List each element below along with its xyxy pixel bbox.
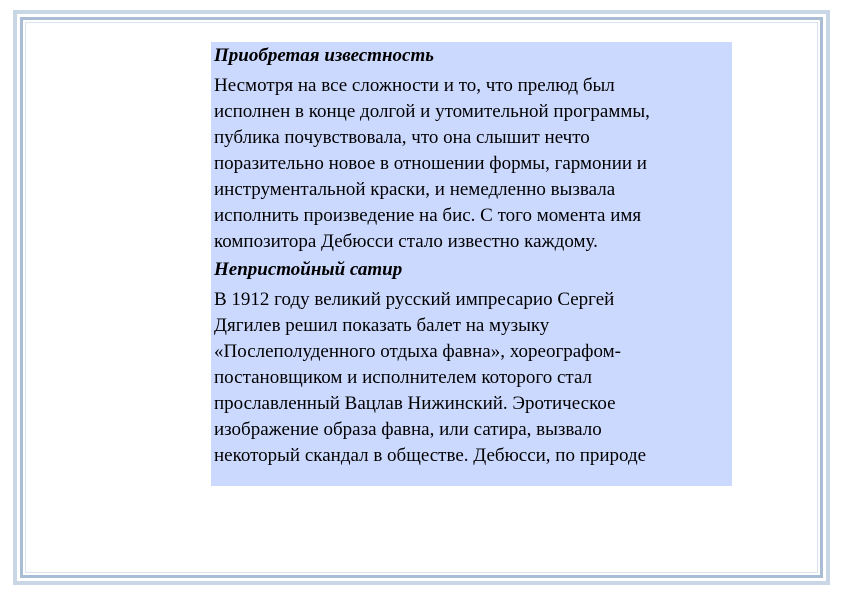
paragraph-line: исполнен в конце долгой и утомительной программы, <box>214 101 650 122</box>
paragraph-line: композитора Дебюсси стало известно каждому. <box>214 231 598 252</box>
paragraph-line: изображение образа фавна, или сатира, вызвало <box>214 419 602 440</box>
paragraph-line: поразительно новое в отношении формы, гармонии и <box>214 153 647 174</box>
paragraph-line: Несмотря на все сложности и то, что прелюд был <box>214 75 615 96</box>
section-paragraph-satyr <box>214 287 728 469</box>
paragraph-line: исполнить произведение на бис. С того момента имя <box>214 205 642 226</box>
text-block <box>211 42 732 486</box>
paragraph-line: Дягилев решил показать балет на музыку <box>214 315 550 336</box>
paragraph-line: прославленный Вацлав Нижинский. Эротическое <box>214 393 616 414</box>
section-heading-satyr: Непристойный сатир <box>214 259 403 280</box>
paragraph-line: В 1912 году великий русский импресарио Сергей <box>214 289 615 310</box>
paragraph-line: некоторый скандал в обществе. Дебюсси, по природе <box>214 445 647 466</box>
paragraph-line: постановщиком и исполнителем которого стал <box>214 367 593 388</box>
paragraph-line: публика почувствовала, что она слышит нечто <box>214 127 590 148</box>
paragraph-line: «Послеполуденного отдыха фавна», хореографом- <box>214 341 621 362</box>
section-heading-fame: Приобретая известность <box>214 45 434 66</box>
section-paragraph-fame <box>214 73 728 255</box>
paragraph-line: инструментальной краски, и немедленно вызвала <box>214 179 616 200</box>
